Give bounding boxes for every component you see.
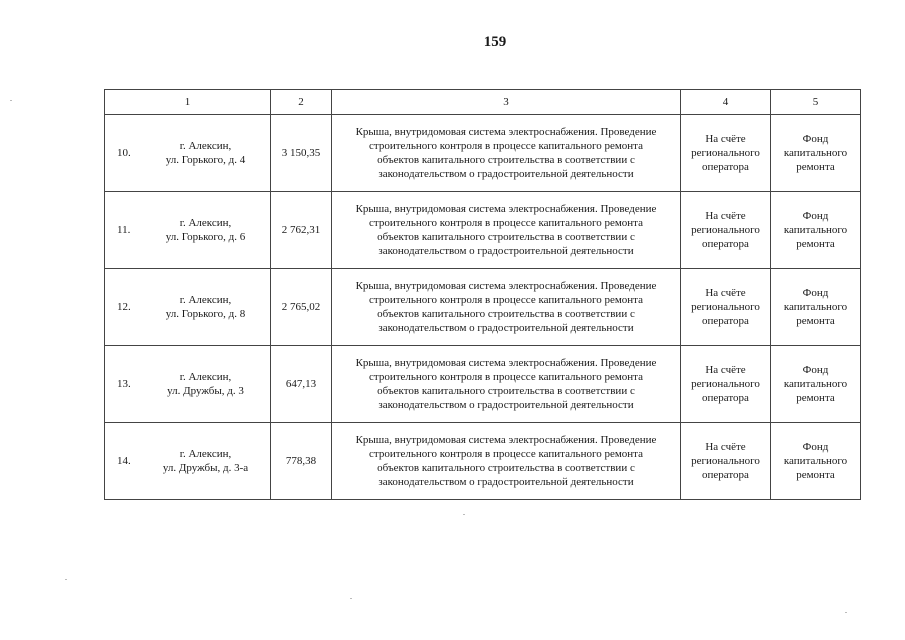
address-city: г. Алексин, [179,448,232,460]
source-line: ремонта [796,392,835,404]
source-line: капитального [783,378,848,390]
row-number: 13. [117,378,131,390]
account-line: регионального [691,224,760,236]
works-line: законодательством о градостроительной деятельности [378,322,634,334]
header-row [105,90,861,115]
source-line: Фонд [802,364,829,376]
works-line: Крыша, внутридомовая система электроснабжения. Проведение [355,203,657,215]
address [145,293,266,321]
header-col-2: 2 [271,90,332,115]
works-description [332,269,681,346]
source-line: капитального [783,301,848,313]
works-description [332,346,681,423]
works-line: объектов капитального строительства в соответствии с [377,308,635,320]
area-value: 3 150,35 [271,115,332,192]
works-line: строительного контроля в процессе капитального ремонта [369,140,643,152]
works-line: законодательством о градостроительной деятельности [378,168,634,180]
address [145,447,266,475]
address [145,139,266,167]
account-cell [681,423,771,500]
address [145,216,266,244]
account-line: На счёте [705,364,746,376]
address-cell [105,423,271,500]
account-line: На счёте [705,441,746,453]
works-line: Крыша, внутридомовая система электроснабжения. Проведение [355,434,657,446]
works-description [332,423,681,500]
works-line: Крыша, внутридомовая система электроснабжения. Проведение [355,126,657,138]
funding-source-cell [771,269,861,346]
address-street: ул. Дружбы, д. 3 [167,385,244,397]
scan-speck [350,598,352,599]
source-line: капитального [783,224,848,236]
address-street: ул. Горького, д. 8 [165,308,246,320]
works-line: законодательством о градостроительной деятельности [378,245,634,257]
table-row [105,423,861,500]
account-line: На счёте [705,133,746,145]
account-cell [681,346,771,423]
address-city: г. Алексин, [179,217,232,229]
works-line: законодательством о градостроительной деятельности [378,476,634,488]
funding-source-cell [771,346,861,423]
header-col-5: 5 [771,90,861,115]
header-col-4: 4 [681,90,771,115]
row-number: 11. [117,224,131,236]
account-line: оператора [702,161,749,173]
page-number: 159 [483,34,507,50]
account-line: оператора [702,315,749,327]
works-line: строительного контроля в процессе капитального ремонта [369,448,643,460]
address-street: ул. Горького, д. 6 [165,231,246,243]
funding-source-cell [771,115,861,192]
account-line: оператора [702,392,749,404]
address-street: ул. Дружбы, д. 3-а [162,462,249,474]
area-value: 2 762,31 [271,192,332,269]
works-line: строительного контроля в процессе капитального ремонта [369,217,643,229]
row-number: 10. [117,147,131,159]
works-line: объектов капитального строительства в соответствии с [377,154,635,166]
works-line: объектов капитального строительства в соответствии с [377,385,635,397]
source-line: Фонд [802,133,829,145]
address-city: г. Алексин, [179,140,232,152]
address-cell [105,192,271,269]
table-row [105,192,861,269]
works-description [332,115,681,192]
works-line: объектов капитального строительства в соответствии с [377,231,635,243]
works-line: Крыша, внутридомовая система электроснабжения. Проведение [355,357,657,369]
source-line: ремонта [796,161,835,173]
account-cell [681,115,771,192]
funding-source-cell [771,192,861,269]
address-street: ул. Горького, д. 4 [165,154,246,166]
account-line: регионального [691,378,760,390]
works-description [332,192,681,269]
row-number: 14. [117,455,131,467]
account-line: регионального [691,301,760,313]
source-line: Фонд [802,210,829,222]
table-row [105,115,861,192]
source-line: ремонта [796,315,835,327]
source-line: капитального [783,147,848,159]
address [145,370,266,398]
area-value: 647,13 [271,346,332,423]
scan-speck [10,100,12,101]
scan-speck [463,514,465,515]
source-line: капитального [783,455,848,467]
header-col-1: 1 [105,90,271,115]
account-line: На счёте [705,287,746,299]
funding-source-cell [771,423,861,500]
header-col-3: 3 [332,90,681,115]
address-city: г. Алексин, [179,371,232,383]
source-line: ремонта [796,469,835,481]
capital-repair-table [104,89,861,500]
address-cell [105,115,271,192]
row-number: 12. [117,301,131,313]
account-line: регионального [691,455,760,467]
works-line: Крыша, внутридомовая система электроснабжения. Проведение [355,280,657,292]
account-line: оператора [702,469,749,481]
table-row [105,269,861,346]
source-line: ремонта [796,238,835,250]
source-line: Фонд [802,441,829,453]
account-cell [681,269,771,346]
address-cell [105,346,271,423]
works-line: законодательством о градостроительной деятельности [378,399,634,411]
table-row [105,346,861,423]
works-line: объектов капитального строительства в соответствии с [377,462,635,474]
scan-speck [845,612,847,613]
account-cell [681,192,771,269]
address-city: г. Алексин, [179,294,232,306]
account-line: На счёте [705,210,746,222]
scan-speck [65,579,67,580]
account-line: оператора [702,238,749,250]
works-line: строительного контроля в процессе капитального ремонта [369,371,643,383]
account-line: регионального [691,147,760,159]
area-value: 2 765,02 [271,269,332,346]
source-line: Фонд [802,287,829,299]
area-value: 778,38 [271,423,332,500]
address-cell [105,269,271,346]
works-line: строительного контроля в процессе капитального ремонта [369,294,643,306]
